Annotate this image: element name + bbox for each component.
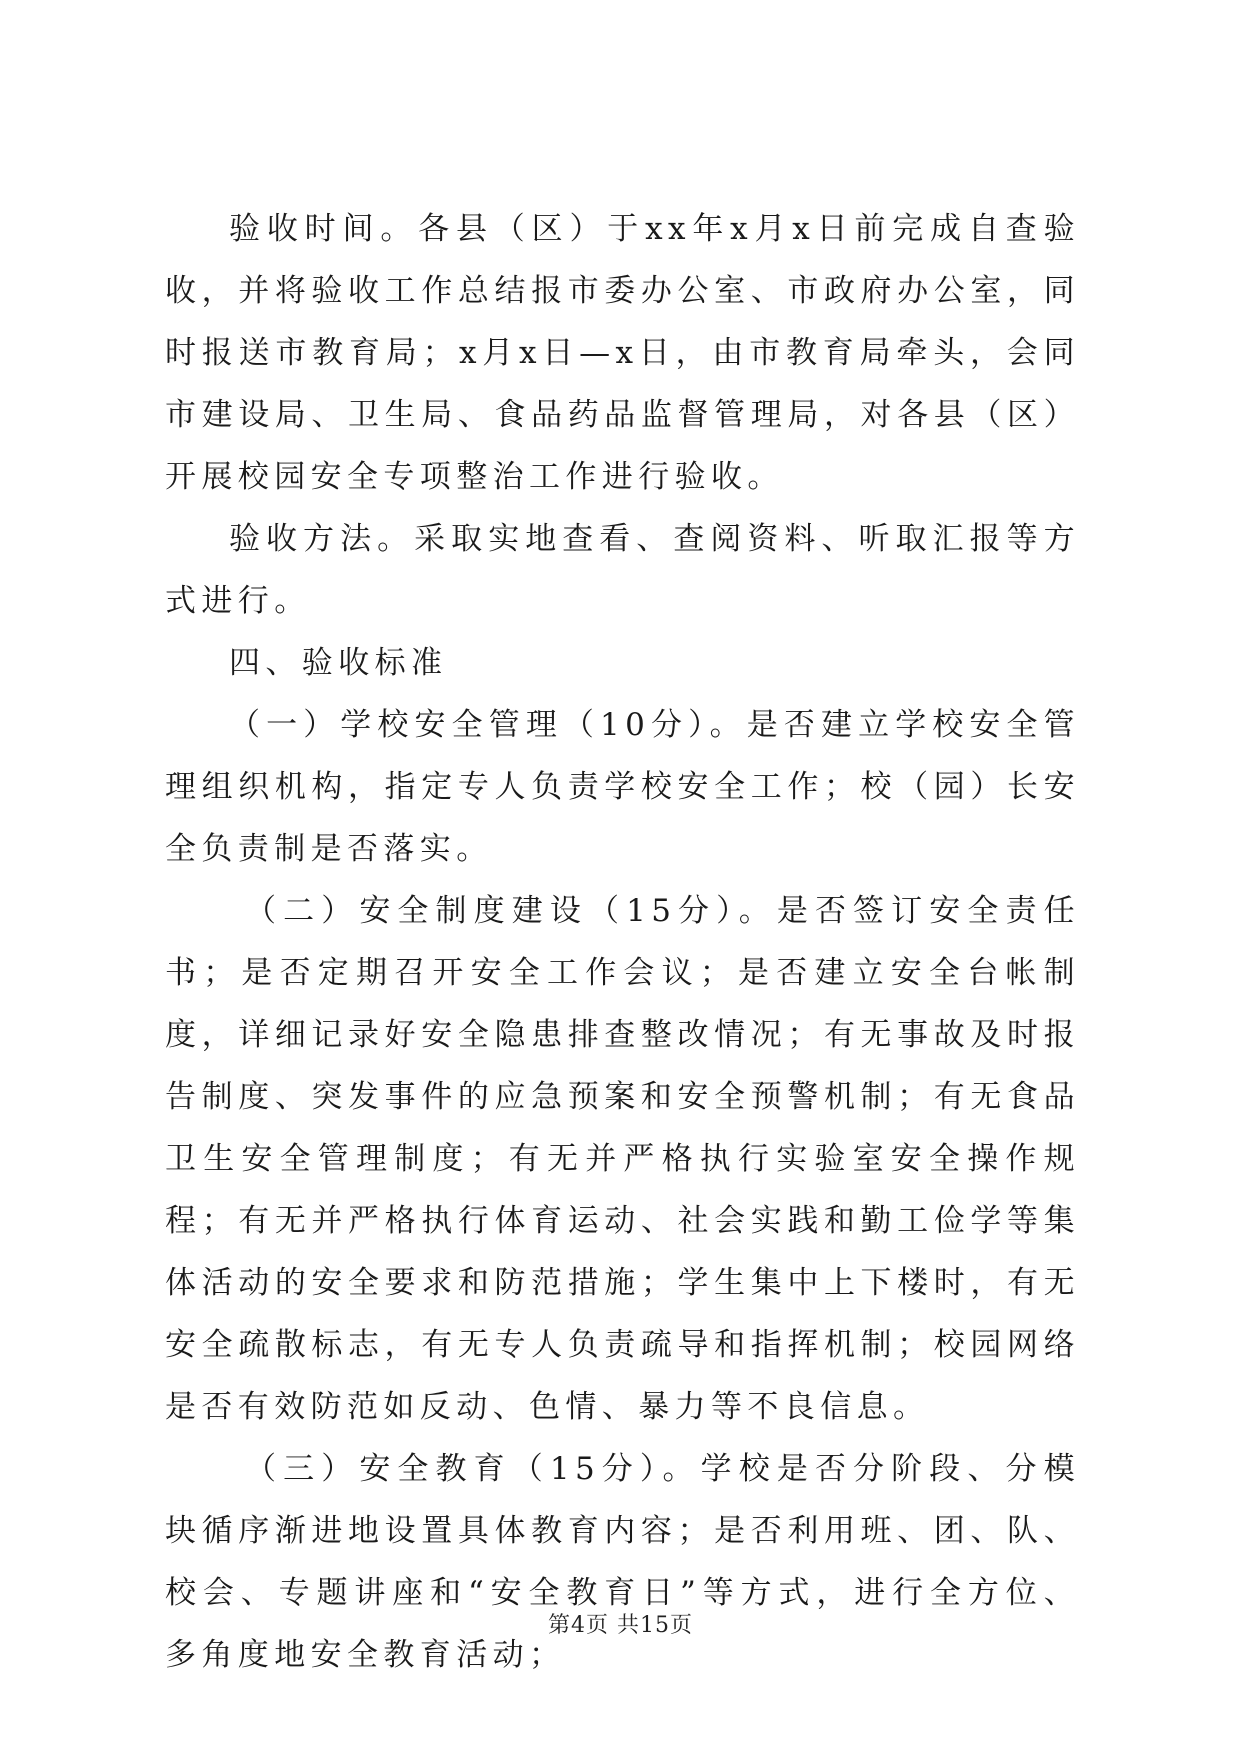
paragraph-safety-system: （二）安全制度建设（15分）。是否签订安全责任书；是否定期召开安全工作会议；是否建立安全台帐制度，详细记录好安全隐患排查整改情况；有无事故及时报告制度、突发事件的应急预案和安全预警机制；有无食品卫生安全管理制度；有无并严格执行实验室安全操作规程；有无并严格执行体育运动、社会实践和勤工俭学等集体活动的安全要求和防范措施；学生集中上下楼时，有无安全疏散标志，有无专人负责疏导和指挥机制；校园网络是否有效防范如反动、色情、暴力等不良信息。 [165,893,1080,1425]
document-body [165,198,1080,1686]
paragraph-acceptance-method: 验收方法。采取实地查看、查阅资料、听取汇报等方式进行。 [165,521,1080,619]
paragraph-safety-management: （一）学校安全管理（10分）。是否建立学校安全管理组织机构，指定专人负责学校安全工作；校（园）长安全负责制是否落实。 [165,707,1080,867]
section-heading-acceptance-standards: 四、验收标准 [229,645,448,681]
paragraph-acceptance-time: 验收时间。各县（区）于xx年x月x日前完成自查验收，并将验收工作总结报市委办公室、市政府办公室，同时报送市教育局；x月x日—x日，由市教育局牵头，会同市建设局、卫生局、食品药品监督管理局，对各县（区）开展校园安全专项整治工作进行验收。 [165,211,1080,495]
page-footer: 第4页 共15页 [548,1613,693,1638]
paragraph-safety-education: （三）安全教育（15分）。学校是否分阶段、分模块循序渐进地设置具体教育内容；是否利用班、团、队、校会、专题讲座和“安全教育日”等方式，进行全方位、多角度地安全教育活动； [165,1451,1080,1673]
